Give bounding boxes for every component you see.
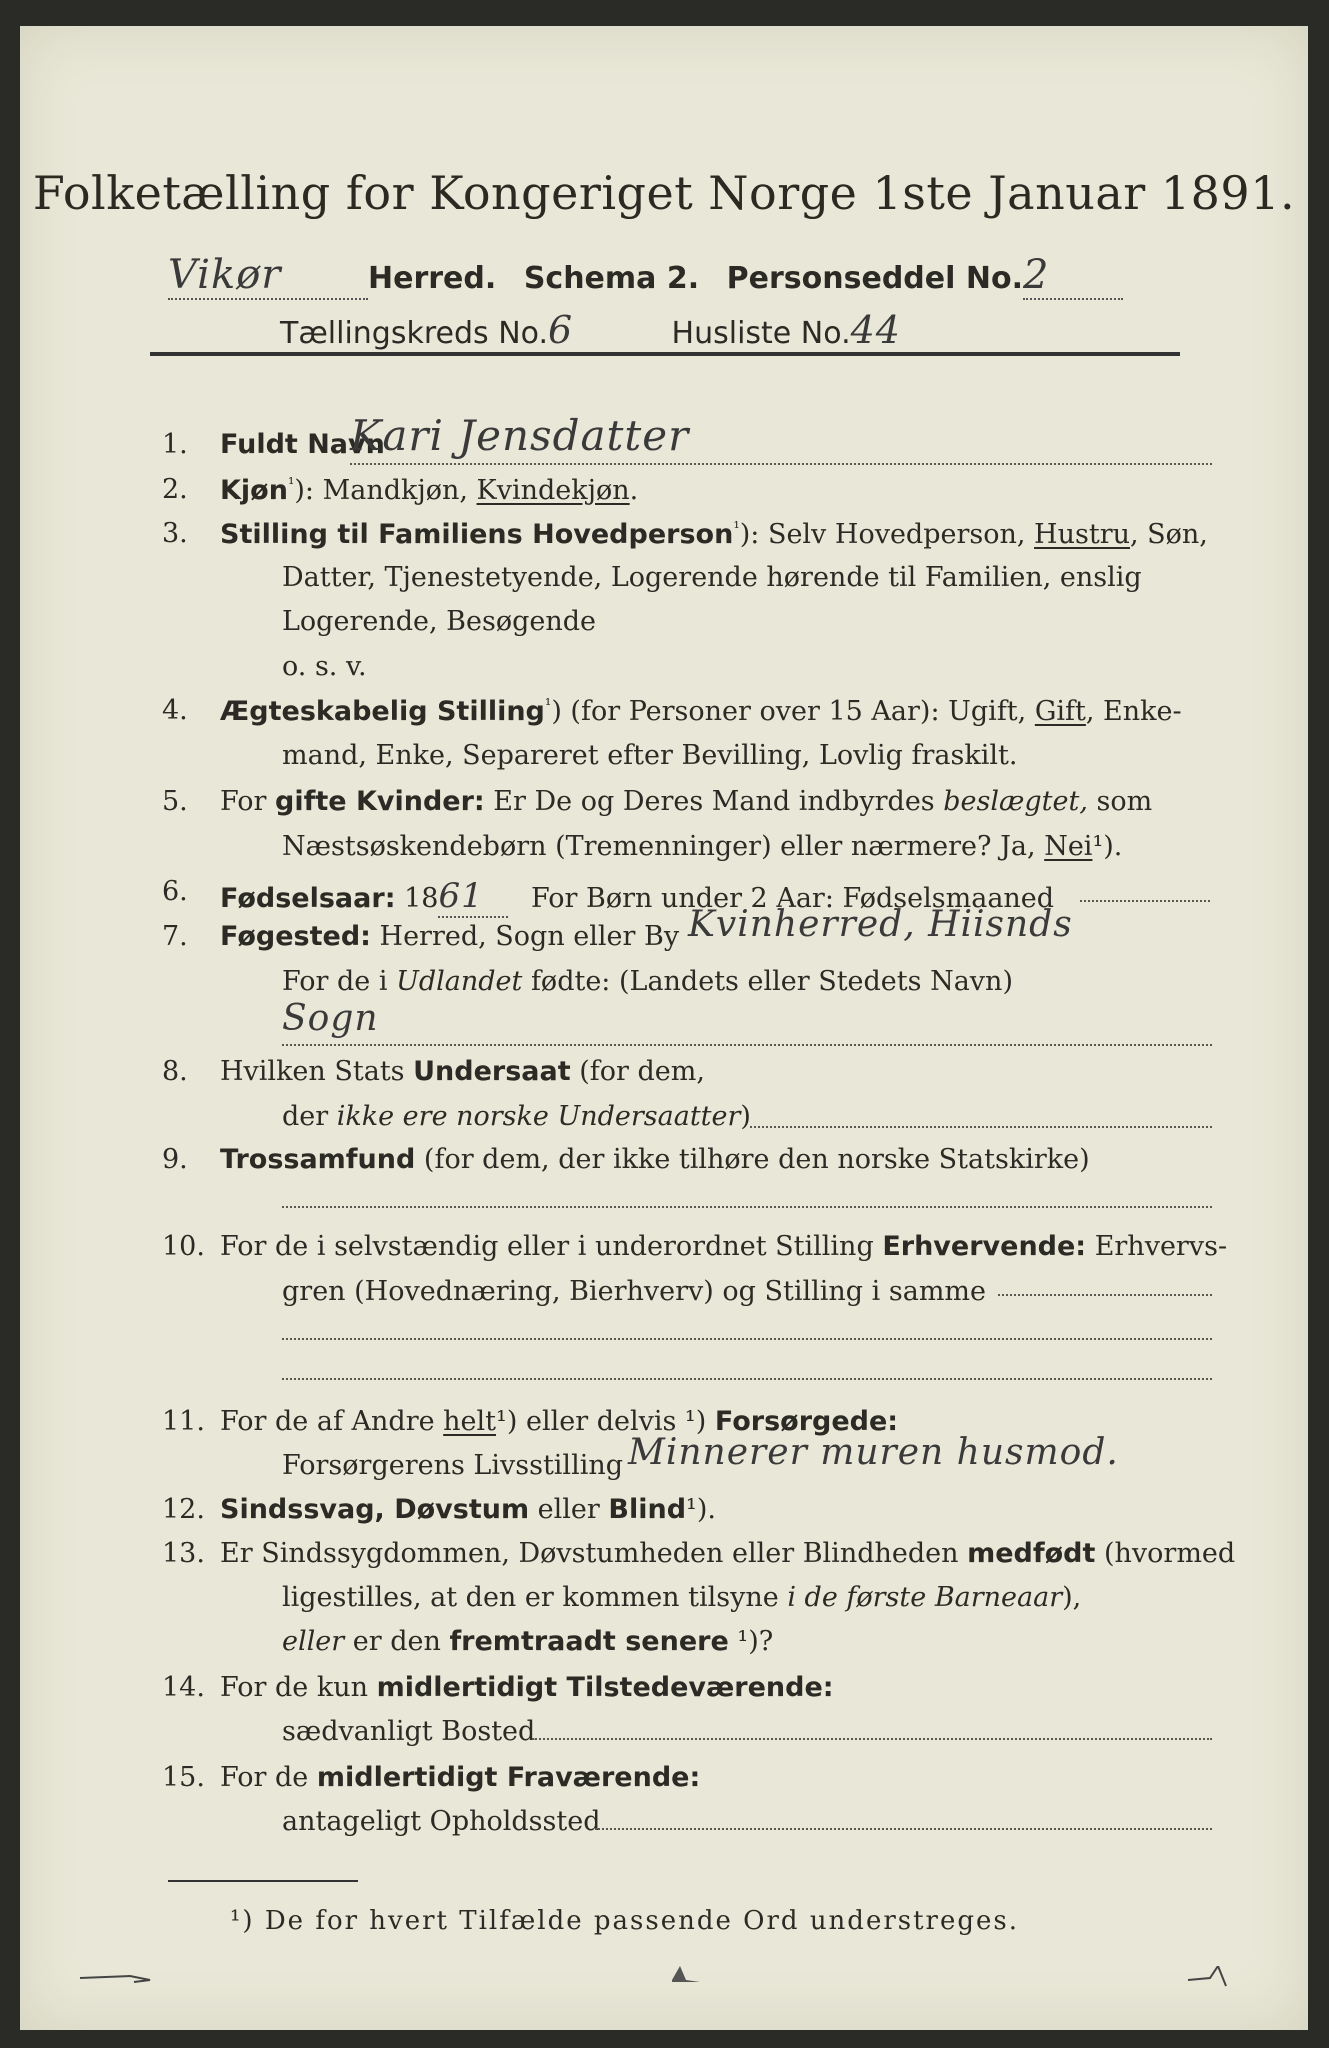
q13-line3-bold: fremtraadt senere: [449, 1626, 729, 1657]
q1-dotted-line: [350, 463, 1212, 465]
q7-udlandet: Udlandet: [396, 966, 523, 997]
q10-dotted-line-3: [282, 1378, 1212, 1380]
q3-text-a: ): Selv Hovedperson,: [739, 519, 1035, 550]
q10-dotted-line-2: [282, 1338, 1212, 1340]
q12-number: 12.: [162, 1494, 205, 1525]
header-kreds-row: [280, 308, 961, 354]
q7-dotted-line: [282, 1044, 1212, 1046]
q13-line3-it: eller: [282, 1626, 345, 1657]
q5-row: [220, 786, 1152, 817]
q10-text-b: Erhvervs-: [1086, 1231, 1228, 1262]
q3-label: Stilling til Familiens Hovedperson: [220, 519, 734, 550]
q11-helt: helt: [443, 1406, 497, 1437]
q5-label: gifte Kvinder:: [275, 786, 485, 817]
q5-text-c: som: [1087, 786, 1153, 817]
q8-line2-it: ikke ere norske Undersaatter: [336, 1101, 741, 1132]
q1-number: 1.: [162, 429, 188, 460]
census-form-page: [20, 26, 1308, 2030]
page-margin-marks: [80, 1966, 1280, 2026]
q12-label: Sindssvag, Døvstum: [220, 1494, 530, 1525]
q1-label: Fuldt Navn: [220, 429, 385, 460]
q13-line2-b: ),: [1062, 1582, 1082, 1613]
q7-line2-a: For de i: [282, 966, 397, 997]
center-mark-icon: [672, 1966, 700, 1982]
q12-row: [220, 1494, 716, 1525]
q13-line3: [282, 1626, 773, 1657]
q4-line2: mand, Enke, Separeret efter Bevilling, Lovlig fraskilt.: [282, 740, 1018, 771]
right-mark-icon: [1188, 1966, 1226, 1986]
q2-text-c: .: [629, 475, 639, 506]
q2-number: 2.: [162, 474, 188, 505]
q8-text-a: Hvilken Stats: [220, 1056, 414, 1087]
q4-text-a: ) (for Personer over 15 Aar): Ugift,: [551, 696, 1035, 727]
q1-name-value: Kari Jensdatter: [350, 411, 690, 460]
q4-number: 4.: [162, 695, 188, 726]
q14-row: [220, 1672, 834, 1703]
q8-line2: [282, 1101, 751, 1132]
q11-number: 11.: [162, 1406, 205, 1437]
q3-line3: Logerende, Besøgende: [282, 606, 596, 637]
q9-dotted-line: [282, 1206, 1212, 1208]
q8-text-b: (for dem,: [570, 1056, 705, 1087]
q8-line2-a: der: [282, 1101, 337, 1132]
q3-number: 3.: [162, 518, 188, 549]
q8-dotted-line: [750, 1126, 1212, 1128]
q5-number: 5.: [162, 786, 188, 817]
q4-row: [220, 695, 1182, 727]
q13-text-a: Er Sindssygdommen, Døvstumheden eller Blindheden: [220, 1538, 968, 1569]
footnote: ¹) De for hvert Tilfælde passende Ord understreges.: [230, 1906, 1020, 1936]
q14-text-a: For de kun: [220, 1672, 377, 1703]
q11-text-a: For de af Andre: [220, 1406, 444, 1437]
q3-sup: ¹: [733, 518, 740, 537]
personseddel-label: Personseddel No.: [726, 261, 1023, 296]
q6-number: 6.: [162, 876, 188, 907]
q2-kvindekjon: Kvindekjøn: [476, 475, 630, 506]
q7-label: Føgested:: [220, 921, 371, 952]
husliste-label: Husliste No.: [671, 316, 851, 351]
q13-line2: [282, 1582, 1081, 1613]
q14-label: midlertidigt Tilstedeværende:: [376, 1672, 834, 1703]
q8-row: [220, 1056, 705, 1087]
q2-text-a: ): Mandkjøn,: [294, 475, 477, 506]
q8-label: Undersaat: [413, 1056, 571, 1087]
q13-line2-a: ligestilles, at den er kommen tilsyne: [282, 1582, 788, 1613]
q11-text-c: ¹) eller delvis ¹): [496, 1406, 715, 1437]
q13-label: medfødt: [967, 1538, 1096, 1569]
q5-line2: [282, 831, 1122, 862]
q9-text-a: (for dem, der ikke tilhøre den norske Statskirke): [415, 1144, 1090, 1175]
q7-number: 7.: [162, 921, 188, 952]
q13-line3-a: er den: [344, 1626, 450, 1657]
q13-row: [220, 1538, 1235, 1569]
q11-label: Forsørgede:: [714, 1406, 899, 1437]
header-herred-row: [168, 252, 1123, 300]
q4-gift: Gift: [1034, 696, 1086, 727]
q10-row: [220, 1231, 1227, 1262]
husliste-value: 44: [851, 308, 961, 354]
q7-line2: [282, 966, 1013, 997]
q4-text-c: , Enke-: [1085, 696, 1182, 727]
q12-label2: Blind: [608, 1494, 687, 1525]
herred-label: Herred.: [368, 261, 497, 296]
q10-dotted-line-1: [998, 1294, 1212, 1296]
q15-text-a: For de: [220, 1762, 317, 1793]
personseddel-value: 2: [1023, 252, 1123, 300]
kreds-value: 6: [548, 308, 638, 354]
q14-number: 14.: [162, 1672, 205, 1703]
q10-label: Erhvervende:: [882, 1231, 1087, 1262]
footnote-divider: [168, 1880, 358, 1882]
q15-label: midlertidigt Fraværende:: [316, 1762, 701, 1793]
q7-birthplace-value: Kvinherred, Hiisnds: [688, 904, 1073, 945]
q5-nei: Nei: [1044, 831, 1093, 862]
q14-line2: sædvanligt Bosted: [282, 1716, 536, 1747]
q10-line2: gren (Hovednæring, Bierhverv) og Stilling i samme: [282, 1276, 987, 1307]
q10-text-a: For de i selvstændig eller i underordnet Stilling: [220, 1231, 883, 1262]
left-mark-icon: [80, 1976, 150, 1982]
q10-number: 10.: [162, 1231, 205, 1262]
kreds-label: Tællingskreds No.: [280, 316, 548, 351]
q9-label: Trossamfund: [220, 1144, 416, 1175]
q4-sup: ¹: [544, 695, 552, 714]
q5-line2-a: Næstsøskendebørn (Tremenninger) eller nærmere? Ja,: [282, 831, 1045, 862]
q2-label: Kjøn: [220, 475, 288, 506]
q3-text-c: , Søn,: [1129, 519, 1208, 550]
header-divider: [150, 352, 1180, 356]
q6-year-value: 61: [438, 876, 508, 918]
q6-label: Fødselsaar:: [220, 883, 396, 914]
q3-line2: Datter, Tjenestetyende, Logerende hørende til Familien, enslig: [282, 562, 1142, 593]
q13-text-b: (hvormed: [1095, 1538, 1236, 1569]
q6-text-a: For Børn under 2 Aar: Fødselsmaaned: [531, 883, 1055, 914]
q7-line2-b: fødte: (Landets eller Stedets Navn): [522, 966, 1013, 997]
q8-number: 8.: [162, 1056, 188, 1087]
q13-number: 13.: [162, 1538, 205, 1569]
q12-text-b: ¹).: [686, 1494, 716, 1525]
q7-sogn-value: Sogn: [282, 998, 379, 1039]
q15-number: 15.: [162, 1762, 205, 1793]
q3-row: [220, 518, 1208, 550]
schema-label: Schema 2.: [523, 261, 700, 296]
q15-row: [220, 1762, 700, 1793]
q5-text-b: Er De og Deres Mand indbyrdes: [484, 786, 944, 817]
q14-dotted-line: [532, 1738, 1212, 1740]
q13-line2-it: i de første Barneaar: [787, 1582, 1063, 1613]
q11-line2: Forsørgerens Livsstilling: [282, 1450, 624, 1481]
q5-line2-c: ¹).: [1092, 831, 1123, 862]
herred-value: Vikør: [168, 252, 368, 300]
q9-number: 9.: [162, 1144, 188, 1175]
q6-dotted-line: [1080, 900, 1210, 902]
q15-line2: antageligt Opholdssted: [282, 1806, 601, 1837]
q8-line2-b: ): [740, 1101, 751, 1132]
form-title: Folketælling for Kongeriget Norge 1ste Januar 1891.: [32, 166, 1296, 220]
q12-text-a: eller: [529, 1494, 609, 1525]
q9-row: [220, 1144, 1090, 1175]
q5-text-a: For: [220, 786, 276, 817]
q7-row: [220, 921, 679, 952]
q4-label: Ægteskabelig Stilling: [220, 696, 545, 727]
q13-line3-b: ¹)?: [728, 1626, 774, 1657]
q15-dotted-line: [595, 1828, 1212, 1830]
q2-row: [220, 474, 638, 506]
q7-text-a: Herred, Sogn eller By: [370, 921, 680, 952]
q5-beslaegtet: beslægtet,: [943, 786, 1088, 817]
q3-hustru: Hustru: [1034, 519, 1130, 550]
q11-livsstilling-value: Minnerer muren husmod.: [628, 1432, 1119, 1473]
q3-line4: o. s. v.: [282, 651, 367, 682]
q2-sup: ¹: [287, 474, 295, 493]
q6-prefix: 18: [395, 883, 439, 914]
